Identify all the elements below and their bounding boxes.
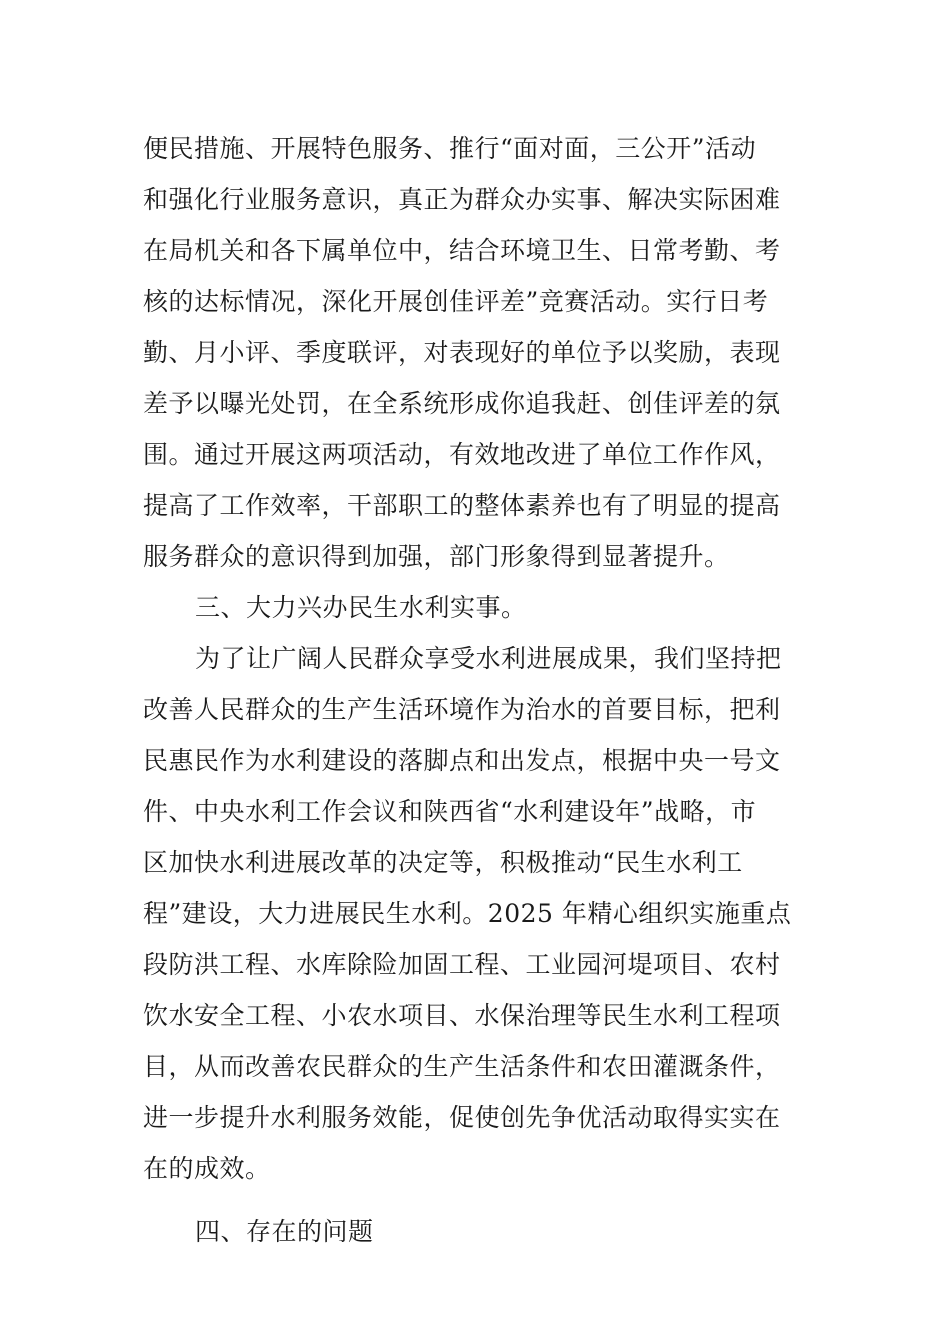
- paragraph-line: 提高了工作效率，干部职工的整体素养也有了明显的提高: [143, 491, 781, 520]
- paragraph-line: 核的达标情况，深化开展创佳评差”竞赛活动。实行日考: [143, 287, 769, 316]
- paragraph-line: 差予以曝光处罚，在全系统形成你追我赶、创佳评差的氛: [143, 389, 781, 418]
- paragraph-line: 服务群众的意识得到加强，部门形象得到显著提升。: [143, 542, 730, 571]
- section-heading: 四、存在的问题: [195, 1217, 374, 1246]
- paragraph-line: 勤、月小评、季度联评，对表现好的单位予以奖励，表现: [143, 338, 781, 367]
- paragraph-line: 在的成效。: [143, 1154, 271, 1183]
- paragraph-line: 段防洪工程、水库除险加固工程、工业园河堤项目、农村: [143, 950, 781, 979]
- paragraph-line: 改善人民群众的生产生活环境作为治水的首要目标，把利: [143, 695, 781, 724]
- paragraph-line: 和强化行业服务意识，真正为群众办实事、解决实际困难: [143, 185, 781, 214]
- paragraph-line: 便民措施、开展特色服务、推行“面对面，三公开”活动: [143, 134, 757, 163]
- paragraph-line: 件、中央水利工作会议和陕西省“水利建设年”战略，市: [143, 797, 757, 826]
- paragraph-line: 饮水安全工程、小农水项目、水保治理等民生水利工程项: [143, 1001, 781, 1030]
- paragraph-line: 为了让广阔人民群众享受水利进展成果，我们坚持把: [195, 644, 782, 673]
- paragraph-line: 进一步提升水利服务效能，促使创先争优活动取得实实在: [143, 1103, 781, 1132]
- paragraph-line: 区加快水利进展改革的决定等，积极推动“民生水利工: [143, 848, 743, 877]
- paragraph-line: 在局机关和各下属单位中，结合环境卫生、日常考勤、考: [143, 236, 781, 265]
- paragraph-line: 程”建设，大力进展民生水利。2025 年精心组织实施重点: [143, 899, 792, 928]
- paragraph-line: 民惠民作为水利建设的落脚点和出发点，根据中央一号文: [143, 746, 781, 775]
- paragraph-line: 目，从而改善农民群众的生产生活条件和农田灌溉条件，: [143, 1052, 781, 1081]
- section-heading: 三、大力兴办民生水利实事。: [195, 593, 527, 622]
- paragraph-line: 围。通过开展这两项活动，有效地改进了单位工作作风，: [143, 440, 781, 469]
